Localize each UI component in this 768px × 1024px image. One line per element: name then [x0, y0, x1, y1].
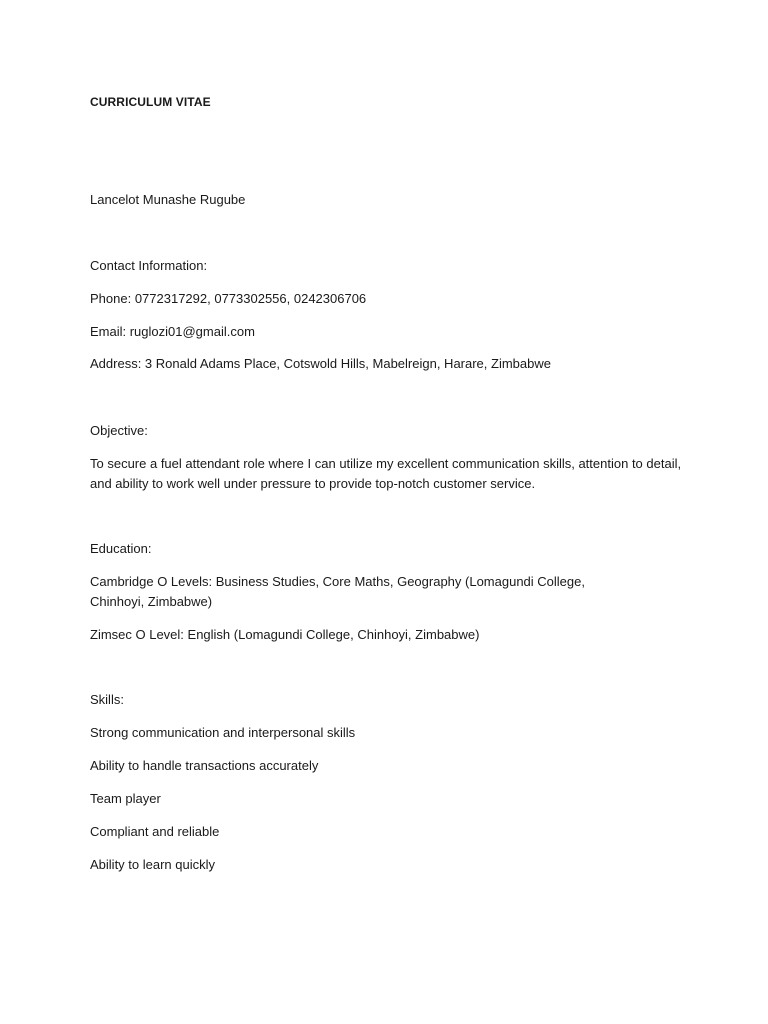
education-item: Cambridge O Levels: Business Studies, Core Maths, Geography (Lomagundi College, Chinhoyi, Zimbabwe) — [90, 574, 585, 609]
skill-item: Compliant and reliable — [90, 824, 220, 839]
education-item: Zimsec O Level: English (Lomagundi College, Chinhoyi, Zimbabwe) — [90, 627, 480, 642]
contact-email: Email: ruglozi01@gmail.com — [90, 324, 255, 339]
document-title: CURRICULUM VITAE — [90, 95, 211, 109]
candidate-name: Lancelot Munashe Rugube — [90, 192, 246, 207]
contact-address: Address: 3 Ronald Adams Place, Cotswold Hills, Mabelreign, Harare, Zimbabwe — [90, 356, 551, 371]
skills-heading: Skills: — [90, 692, 124, 707]
skill-item: Ability to handle transactions accurately — [90, 758, 319, 773]
skill-item: Strong communication and interpersonal skills — [90, 725, 356, 740]
skill-item: Team player — [90, 791, 161, 806]
contact-heading: Contact Information: — [90, 258, 208, 273]
objective-heading: Objective: — [90, 423, 148, 438]
skill-item: Ability to learn quickly — [90, 857, 215, 872]
contact-phone: Phone: 0772317292, 0773302556, 0242306706 — [90, 291, 367, 306]
objective-text: To secure a fuel attendant role where I can utilize my excellent communication skills, attention to detail, and ability to work well under pressure to provide top-notch customer service. — [90, 456, 682, 491]
education-heading: Education: — [90, 541, 152, 556]
